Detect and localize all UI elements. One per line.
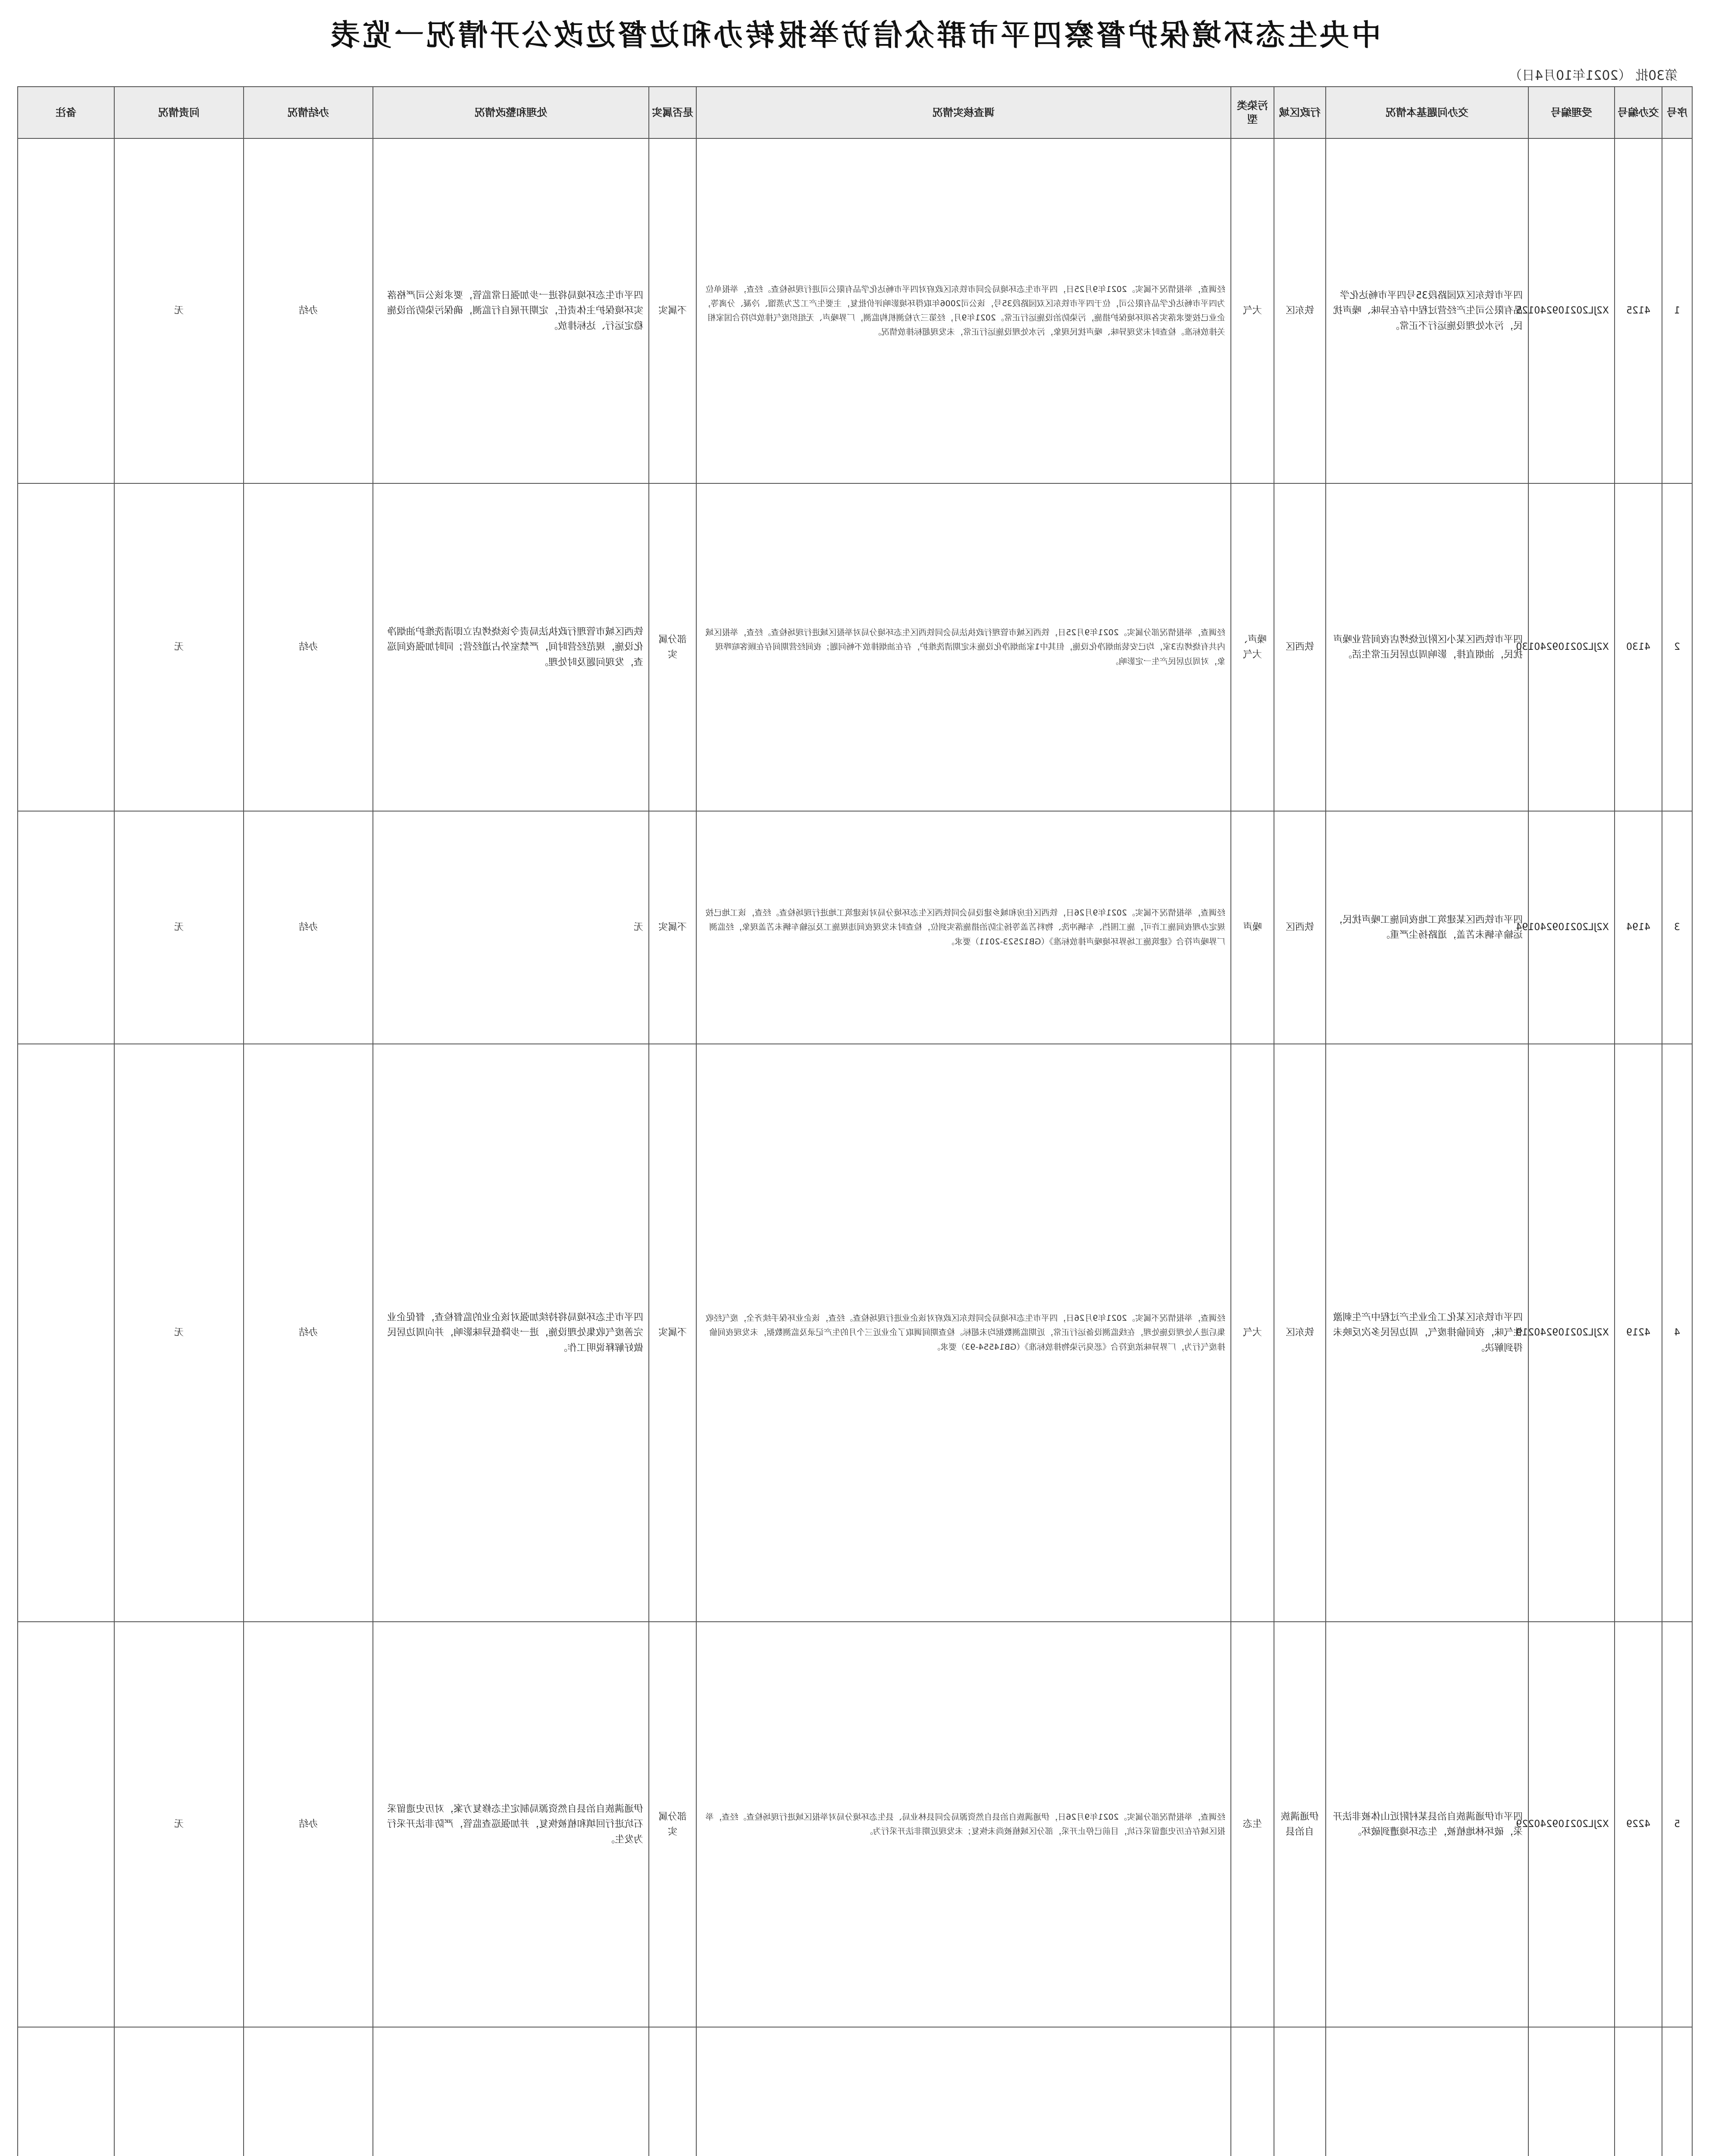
accountability: 无 — [114, 811, 244, 1044]
pollution-type: 噪声 — [1231, 811, 1274, 1044]
investigation-text: 经调查，举报情况部分属实。2021年9月26日，伊通满族自治县自然资源局会同县林业局、县生态环境分局对举报区域进行现场检查。经查，举报区域存在历史遗留采石坑，目前已停止开采，部分区域植被尚未恢复；未发现近期非法开采行为。 — [696, 1622, 1231, 2027]
remark — [18, 2027, 114, 2156]
investigation-text — [696, 2027, 1231, 2156]
remark — [18, 483, 114, 811]
case-seq: 4194 — [1615, 811, 1662, 1044]
column-header: 序号 — [1662, 87, 1692, 138]
verified-status: 部分属实 — [649, 483, 696, 811]
remark — [18, 1622, 114, 2027]
column-header: 是否属实 — [649, 87, 696, 138]
remark — [18, 1044, 114, 1622]
investigation-text: 经调查，举报情况不属实。2021年9月26日，铁西区住房和城乡建设局会同铁西区生态环境分局对该建筑工地进行现场检查。经查，该工地已按规定办理夜间施工许可，施工围挡、车辆冲洗、物料苫盖等扬尘防治措施落实到位，检查时未发现夜间违规施工及运输车辆未苫盖现象，经监测厂界噪声符合《建筑施工场界环境噪声排放标准》（GB12523-2011）要求。 — [696, 811, 1231, 1044]
remark — [18, 811, 114, 1044]
region: 铁东区 — [1274, 138, 1326, 483]
batch-label: 第30批 — [1635, 68, 1678, 83]
remark — [18, 138, 114, 483]
accountability: 无 — [114, 1622, 244, 2027]
verified-status: 不属实 — [649, 811, 696, 1044]
issue-summary: 四平市铁东区双园路段35号四平市畅达化学品有限公司生产经营过程中存在异味、噪声扰民，污水处理设施运行不正常。 — [1326, 138, 1528, 483]
document-meta — [1509, 65, 1690, 84]
completion-status: 办结 — [244, 1044, 373, 1622]
pollution-type: 大气 — [1231, 138, 1274, 483]
date-label: （2021年10月4日） — [1509, 68, 1631, 83]
completion-status: 办结 — [244, 483, 373, 811]
completion-status: 办结 — [244, 811, 373, 1044]
accountability: 无 — [114, 483, 244, 811]
column-header: 处理和整改情况 — [373, 87, 649, 138]
investigation-text: 经调查，举报情况部分属实。2021年9月25日，铁西区城市管理行政执法局会同铁西区生态环境分局对举报区域进行现场检查。经查，举报区域内共有烧烤店3家，均已安装油烟净化设施，但其中1家油烟净化设施未定期清洗维护，存在油烟排放不畅问题；夜间经营期间存在顾客喧哗现象，对周边居民产生一定影响。 — [696, 483, 1231, 811]
row-number: 4 — [1662, 1044, 1692, 1622]
rectification-text: 铁西区城市管理行政执法局责令该烧烤店立即清洗维护油烟净化设施，规范经营时间，严禁室外占道经营；同时加强夜间巡查，发现问题及时处理。 — [373, 483, 649, 811]
column-header: 交办编号 — [1615, 87, 1662, 138]
case-code: X2JL202109240219 — [1528, 1044, 1615, 1622]
table-row — [18, 1622, 1692, 2027]
verified-status: 部分属实 — [649, 1622, 696, 2027]
accountability: 无 — [114, 138, 244, 483]
accountability: 无 — [114, 1044, 244, 1622]
pollution-type — [1231, 2027, 1274, 2156]
table-row — [18, 1044, 1692, 1622]
issue-summary: 四平市铁东区某化工企业生产过程中产生刺激性气味，夜间偷排废气，周边居民多次反映未得到解决。 — [1326, 1044, 1528, 1622]
case-seq: 4125 — [1615, 138, 1662, 483]
case-seq: 4130 — [1615, 483, 1662, 811]
rectification-text: 无 — [373, 811, 649, 1044]
row-number — [1662, 2027, 1692, 2156]
region: 伊通满族自治县 — [1274, 1622, 1326, 2027]
completion-status: 办结 — [244, 138, 373, 483]
accountability — [114, 2027, 244, 2156]
region: 铁西区 — [1274, 483, 1326, 811]
pollution-type: 生态 — [1231, 1622, 1274, 2027]
row-number: 2 — [1662, 483, 1692, 811]
case-seq: 4219 — [1615, 1044, 1662, 1622]
table-row — [18, 138, 1692, 483]
case-code: X2JL202109240125 — [1528, 138, 1615, 483]
case-seq: 4229 — [1615, 1622, 1662, 2027]
row-number: 1 — [1662, 138, 1692, 483]
column-header: 受理编号 — [1528, 87, 1615, 138]
table-header-row — [18, 87, 1692, 138]
investigation-text: 经调查，举报情况不属实。2021年9月25日，四平市生态环境局会同市铁东区政府对四平市畅达化学品有限公司进行现场检查。经查，举报单位为四平市畅达化学品有限公司，位于四平市铁东区双园路段35号，该公司2006年取得环境影响评价批复，主要生产工艺为蒸馏、冷凝、分离等，企业已按要求落实各项环境保护措施，污染防治设施运行正常。2021年9月，经第三方检测机构监测，厂界噪声、无组织废气排放均符合国家相关排放标准。检查时未发现异味、噪声扰民现象，污水处理设施运行正常，未发现超标排放情况。 — [696, 138, 1231, 483]
investigation-text: 经调查，举报情况不属实。2021年9月26日，四平市生态环境局会同铁东区政府对该企业进行现场检查。经查，该企业环保手续齐全，废气经收集后进入处理设施处理，在线监测设备运行正常，近期监测数据均未超标。检查期间调取了企业近三个月的生产记录及监测数据，未发现夜间偷排废气行为，厂界异味浓度符合《恶臭污染物排放标准》（GB14554-93）要求。 — [696, 1044, 1231, 1622]
completion-status: 办结 — [244, 1622, 373, 2027]
rectification-text: 四平市生态环境局将持续加强对该企业的监督检查，督促企业完善废气收集处理设施，进一步降低异味影响，并向周边居民做好解释说明工作。 — [373, 1044, 649, 1622]
table-row — [18, 2027, 1692, 2156]
issue-summary: 四平市伊通满族自治县某村附近山体被非法开采，破坏林地植被，生态环境遭到破坏。 — [1326, 1622, 1528, 2027]
table-row — [18, 811, 1692, 1044]
report-table — [17, 86, 1693, 2156]
row-number: 5 — [1662, 1622, 1692, 2027]
case-code: X2JL202109240194 — [1528, 811, 1615, 1044]
report-table-wrapper — [17, 86, 1692, 2156]
rectification-text — [373, 2027, 649, 2156]
verified-status — [649, 2027, 696, 2156]
table-body — [18, 138, 1692, 2156]
issue-summary: 四平市铁西区某小区附近烧烤店夜间营业噪声扰民，油烟直排，影响周边居民正常生活。 — [1326, 483, 1528, 811]
pollution-type: 噪声、大气 — [1231, 483, 1274, 811]
region — [1274, 2027, 1326, 2156]
issue-summary — [1326, 2027, 1528, 2156]
column-header: 调查核实情况 — [696, 87, 1231, 138]
case-code: X2JL202109240130 — [1528, 483, 1615, 811]
issue-summary: 四平市铁西区某建筑工地夜间施工噪声扰民，运输车辆未苫盖，道路扬尘严重。 — [1326, 811, 1528, 1044]
column-header: 行政区域 — [1274, 87, 1326, 138]
document-title: 中央生态环境保护督察四平市群众信访举报转办和边督边改公开情况一览表 — [328, 19, 1381, 53]
region: 铁东区 — [1274, 1044, 1326, 1622]
rectification-text: 伊通满族自治县自然资源局制定生态修复方案，对历史遗留采石坑进行回填和植被恢复，并加强巡查监管，严防非法开采行为发生。 — [373, 1622, 649, 2027]
case-seq — [1615, 2027, 1662, 2156]
column-header: 交办问题基本情况 — [1326, 87, 1528, 138]
verified-status: 不属实 — [649, 1044, 696, 1622]
row-number: 3 — [1662, 811, 1692, 1044]
case-code: X2JL202109240229 — [1528, 1622, 1615, 2027]
table-row — [18, 483, 1692, 811]
case-code — [1528, 2027, 1615, 2156]
rectification-text: 四平市生态环境局将进一步加强日常监管，要求该公司严格落实环境保护主体责任，定期开展自行监测，确保污染防治设施稳定运行、达标排放。 — [373, 138, 649, 483]
pollution-type: 大气 — [1231, 1044, 1274, 1622]
completion-status — [244, 2027, 373, 2156]
verified-status: 不属实 — [649, 138, 696, 483]
column-header: 办结情况 — [244, 87, 373, 138]
column-header: 污染类型 — [1231, 87, 1274, 138]
region: 铁西区 — [1274, 811, 1326, 1044]
column-header: 备注 — [18, 87, 114, 138]
column-header: 问责情况 — [114, 87, 244, 138]
